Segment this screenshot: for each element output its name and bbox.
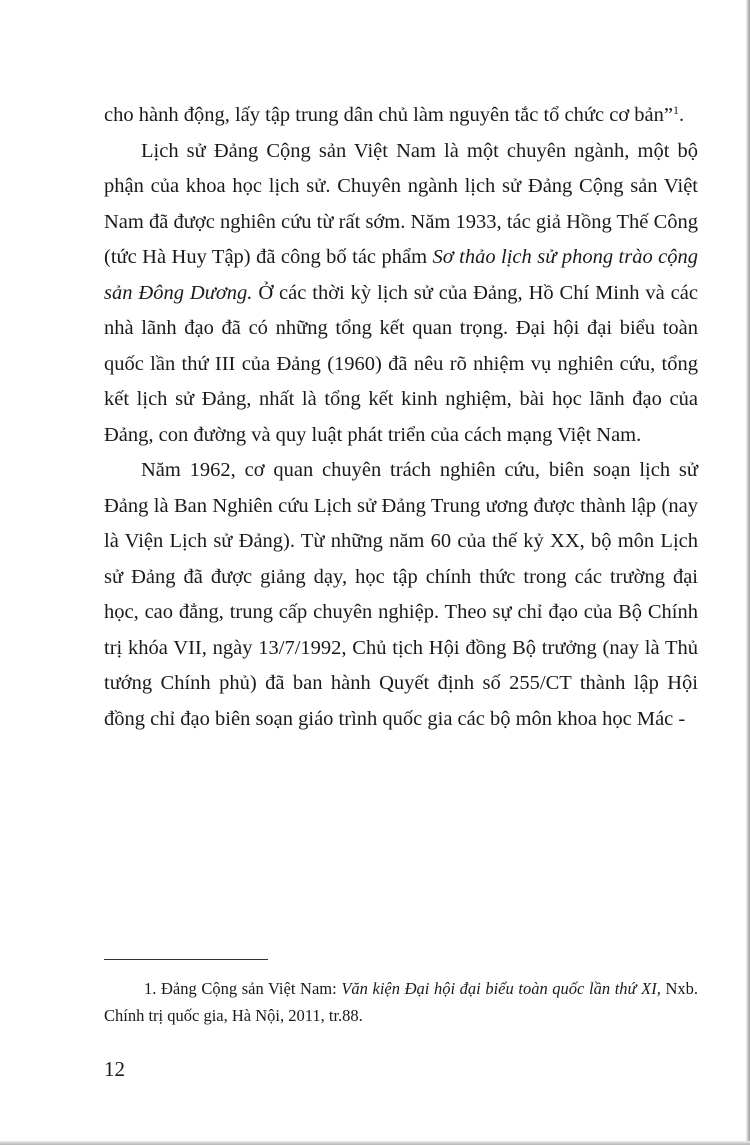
footnote-text-before: 1. Đảng Cộng sản Việt Nam: bbox=[144, 979, 342, 998]
paragraph-1 bbox=[104, 98, 698, 134]
footnote-text-after: Nxb. Chính trị quốc gia, Hà Nội, 2011, tr.88. bbox=[104, 979, 698, 1025]
paragraph-2 bbox=[104, 134, 698, 454]
paragraph-3 bbox=[104, 453, 698, 737]
footnote-reference: 1 bbox=[673, 103, 680, 117]
scan-edge-right bbox=[746, 0, 750, 1145]
paragraph-3-text: Năm 1962, cơ quan chuyên trách nghiên cứu, biên soạn lịch sử Đảng là Ban Nghiên cứu Lịch sử Đảng Trung ương được thành lập (nay là Viện Lịch sử Đảng). Từ những năm 60 của thế kỷ XX, bộ môn Lịch sử Đảng đã được giảng dạy, học tập chính thức trong các trường đại học, cao đẳng, trung cấp chuyên nghiệp. Theo sự chỉ đạo của Bộ Chính trị khóa VII, ngày 13/7/1992, Chủ tịch Hội đồng Bộ trưởng (nay là Thủ tướng Chính phủ) đã ban hành Quyết định số 255/CT thành lập Hội đồng chỉ đạo biên soạn giáo trình quốc gia các bộ môn khoa học Mác - bbox=[104, 459, 698, 730]
book-title-italic: Sơ thảo lịch sử phong trào cộng sản Đông Dương. bbox=[104, 246, 699, 304]
scan-edge-bottom bbox=[0, 1141, 750, 1145]
paragraph-1-text: cho hành động, lấy tập trung dân chủ làm nguyên tắc tổ chức cơ bản” bbox=[104, 104, 674, 126]
footnote-source-title: Văn kiện Đại hội đại biểu toàn quốc lần thứ XI, bbox=[341, 979, 661, 998]
paragraph-2-text-before: Lịch sử Đảng Cộng sản Việt Nam là một chuyên ngành, một bộ phận của khoa học lịch sử. Chuyên ngành lịch sử Đảng Cộng sản Việt Nam đã được nghiên cứu từ rất sớm. Năm 1933, tác giả Hồng Thế Công (tức Hà Huy Tập) đã công bố tác phẩm bbox=[104, 139, 698, 268]
footnote-separator bbox=[104, 959, 268, 960]
page-number: 12 bbox=[104, 1057, 125, 1081]
footnote bbox=[104, 975, 698, 1029]
paragraph-2-text-after: Ở các thời kỳ lịch sử của Đảng, Hồ Chí Minh và các nhà lãnh đạo đã có những tổng kết quan trọng. Đại hội đại biểu toàn quốc lần thứ III của Đảng (1960) đã nêu rõ nhiệm vụ nghiên cứu, tổng kết lịch sử Đảng, nhất là tổng kết kinh nghiệm, bài học lãnh đạo của Đảng, con đường và quy luật phát triển của cách mạng Việt Nam. bbox=[104, 281, 698, 446]
paragraph-1-tail: . bbox=[679, 104, 685, 126]
body-text bbox=[104, 98, 698, 737]
